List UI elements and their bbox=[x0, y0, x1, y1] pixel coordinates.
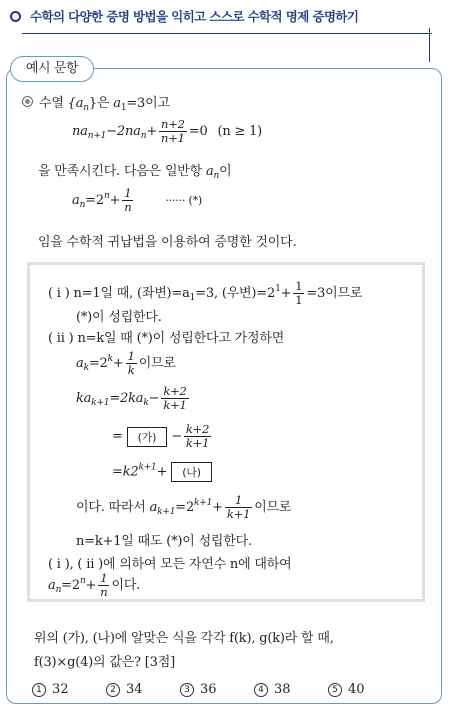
section-title: 수학의 다양한 증명 방법을 익히고 스스로 수학적 명제 증명하기 bbox=[30, 9, 359, 24]
blank-ga: (가) bbox=[127, 427, 168, 447]
circle-bullet-icon bbox=[10, 11, 21, 22]
proof-step-2-line-6: n=k+1일 때도 (*)이 성립한다. bbox=[76, 534, 252, 549]
question-line-2: f(3)×g(4)의 값은? [3점] bbox=[34, 655, 175, 670]
circled-number-icon: 5 bbox=[328, 683, 342, 697]
choice-5[interactable]: 5 40 bbox=[328, 682, 365, 697]
fraction: $\frac{1}{k+1}$ bbox=[226, 493, 251, 521]
circled-number-icon: 1 bbox=[32, 683, 46, 697]
circled-number-icon: 3 bbox=[180, 683, 194, 697]
recurrence-equation: $na_{n+1}-2na_n+$ $\frac{n+2}{n+1}$ =0 (n ≥ 1) bbox=[72, 117, 263, 145]
proof-conclusion: ( i ), ( ii )에 의하여 모든 자연수 n에 대하여 bbox=[48, 557, 292, 572]
choice-2[interactable]: 2 34 bbox=[106, 682, 143, 697]
proof-conclusion-equation: $a_n=2^n+$ $\frac{1}{n}$ 이다. bbox=[48, 571, 141, 599]
problem-line-3: 임을 수학적 귀납법을 이용하여 증명한 것이다. bbox=[38, 235, 297, 250]
proof-eq-blank-na: $=k2^{k+1}+$ (나) bbox=[112, 462, 212, 482]
fraction: $\frac{1}{n}$ bbox=[100, 571, 108, 599]
fraction: $\frac{k+2}{k+1}$ bbox=[185, 422, 210, 450]
fraction: $\frac{1}{1}$ bbox=[295, 279, 303, 307]
fraction: $\frac{1}{n}$ bbox=[124, 186, 132, 214]
proof-eq-a-k: $a_k=2^k+$ $\frac{1}{k}$ 이므로 bbox=[76, 349, 176, 377]
fraction: $\frac{1}{k}$ bbox=[127, 349, 135, 377]
problem-line-1: 수열 $\{a_n\}$은 $a_1=3$이고 bbox=[22, 92, 170, 113]
example-problem-tab: 예시 문항 bbox=[10, 56, 94, 82]
radio-bullet-icon bbox=[22, 96, 33, 107]
proof-eq-ka-k1: $ka_{k+1}=2ka_k-$ $\frac{k+2}{k+1}$ bbox=[76, 384, 187, 412]
fraction: $\frac{k+2}{k+1}$ bbox=[163, 384, 187, 412]
question-line-1: 위의 (가), (나)에 알맞은 식을 각각 f(k), g(k)라 할 때, bbox=[34, 631, 334, 646]
general-term-equation: $a_n=2^n+$ $\frac{1}{n}$ ······ (*) bbox=[72, 186, 202, 214]
choice-4[interactable]: 4 38 bbox=[254, 682, 291, 697]
circled-number-icon: 2 bbox=[106, 683, 120, 697]
fraction: $\frac{n+2}{n+1}$ bbox=[161, 117, 185, 145]
blank-na: (나) bbox=[171, 462, 212, 482]
proof-step-2: ( ii ) n=k일 때 (*)이 성립한다고 가정하면 bbox=[48, 331, 285, 346]
choice-3[interactable]: 3 36 bbox=[180, 682, 217, 697]
header-end-tick bbox=[429, 28, 430, 62]
circled-number-icon: 4 bbox=[254, 683, 268, 697]
problem-line-2: 을 만족시킨다. 다음은 일반항 $a_n$이 bbox=[38, 164, 232, 181]
header-underline bbox=[22, 33, 432, 34]
section-header bbox=[8, 6, 438, 32]
choice-1[interactable]: 1 32 bbox=[32, 682, 69, 697]
proof-step-1-line-2: (*)이 성립한다. bbox=[76, 310, 162, 325]
proof-step-1: ( i ) n=1일 때, (좌변)$=a_1=3$, (우변)$=2^1+$ $\frac{1}{1}$ =3이므로 bbox=[48, 279, 363, 307]
proof-eq-blank-ga: = (가) − $\frac{k+2}{k+1}$ bbox=[112, 422, 210, 450]
proof-step-2-therefore: 이다. 따라서 $a_{k+1}=2^{k+1}+$ $\frac{1}{k+1}$ 이므로 bbox=[76, 493, 292, 521]
